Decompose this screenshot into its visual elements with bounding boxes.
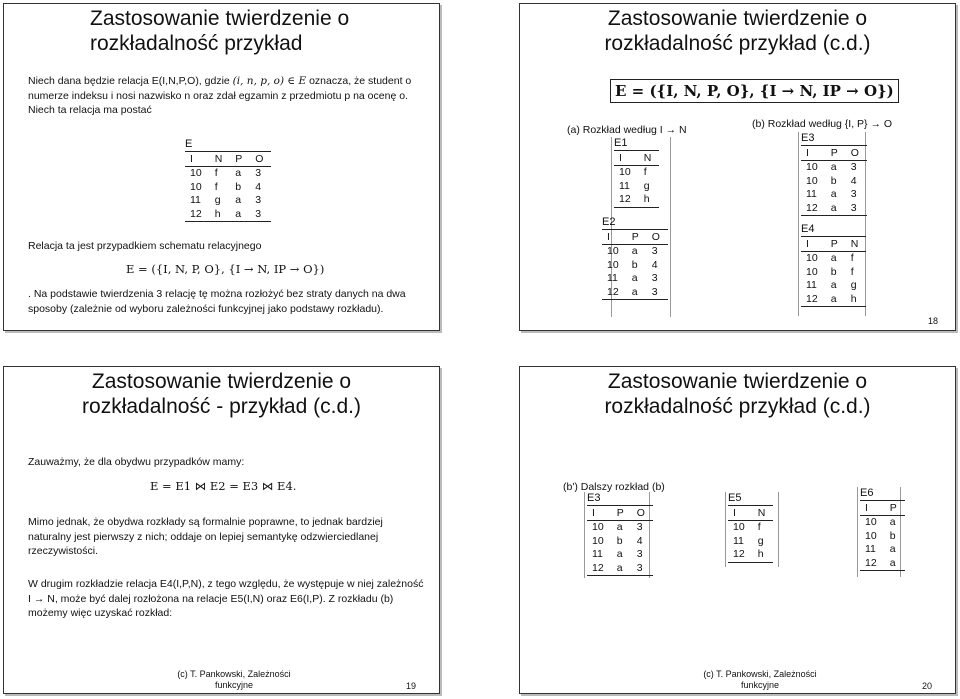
- table-header-row: [860, 501, 905, 516]
- table-cell: f: [214, 167, 218, 179]
- table-cell: 10: [806, 252, 818, 264]
- table-cell: b: [830, 174, 837, 187]
- column-header: O: [647, 230, 668, 245]
- relation-table-E5: [728, 492, 773, 563]
- table-header-row: [587, 506, 653, 521]
- table-cell: a: [830, 188, 837, 200]
- table-row: [801, 266, 866, 280]
- table-name: E6: [860, 487, 874, 499]
- table-cell: a: [830, 279, 837, 291]
- table-cell: f: [850, 265, 854, 278]
- join-formula: E = E1 ⋈ E2 = E3 ⋈ E4.: [150, 479, 297, 493]
- table-row: [801, 175, 867, 189]
- text-decomposition: . Na podstawie twierdzenia 3 relację tę można rozłożyć bez straty danych na dwa sposoby (zależnie od wyboru zależności funkcyjnej jako podstawy rozkładu).: [28, 288, 406, 315]
- column-header: O: [846, 146, 867, 161]
- table-cell: 3: [255, 167, 262, 179]
- table-row: [860, 543, 905, 557]
- table-cell: 12: [614, 193, 639, 207]
- table-cell: h: [846, 293, 867, 307]
- table-cell: b: [830, 265, 837, 278]
- table-name: E5: [728, 492, 742, 504]
- slide-19: [3, 366, 440, 694]
- table-cell: a: [616, 521, 623, 533]
- table-cell: h: [210, 208, 231, 222]
- table-cell: b: [889, 529, 896, 542]
- table-row: [614, 193, 659, 207]
- table-cell: 3: [651, 272, 658, 284]
- column-header: P: [627, 230, 647, 245]
- column-header: I: [801, 146, 826, 161]
- table-cell: 12: [860, 557, 885, 571]
- table-cell: a: [631, 245, 638, 257]
- table-row: [602, 259, 668, 273]
- column-header: I: [860, 501, 885, 516]
- footer: (c) T. Pankowski, Zależności funkcyjne: [177, 669, 291, 690]
- column-header: P: [826, 146, 846, 161]
- slide-18: [519, 3, 956, 331]
- table-cell: 10: [592, 521, 604, 533]
- table-cell: a: [627, 286, 647, 300]
- table-header-row: [602, 230, 668, 245]
- table-cell: 10: [619, 166, 631, 178]
- table-name: E2: [602, 216, 616, 228]
- table-cell: 12: [602, 286, 627, 300]
- column-header: P: [612, 506, 632, 521]
- table-cell: b: [631, 258, 638, 271]
- table-row: [801, 293, 866, 307]
- table-cell: 10: [592, 534, 604, 547]
- table-cell: 3: [255, 194, 262, 206]
- table-cell: b: [235, 180, 242, 193]
- caption-b: (b) Rozkład według {I, P} → O: [752, 118, 893, 130]
- table-header-row: [801, 146, 867, 161]
- table-header-row: [185, 152, 271, 167]
- table-cell: 10: [806, 174, 818, 187]
- caption-a: (a) Rozkład według I → N: [567, 124, 687, 136]
- table-row: [185, 208, 271, 222]
- relation-table-E: [185, 138, 271, 222]
- table-cell: 3: [850, 161, 857, 173]
- table-cell: 10: [865, 516, 877, 528]
- table-cell: 11: [806, 188, 817, 200]
- relation-table-E6: [860, 487, 905, 571]
- schema-formula: E = ({I, N, P, O}, {I → N, IP → O}): [610, 79, 899, 103]
- table-name: E: [185, 138, 193, 150]
- table-row: [602, 272, 668, 286]
- table-name: E1: [614, 137, 628, 149]
- table-row: [587, 562, 653, 576]
- text-observe: Zauważmy, że dla obydwu przypadków mamy:: [28, 456, 245, 468]
- table-cell: a: [235, 167, 242, 179]
- column-header: P: [826, 237, 846, 252]
- table-cell: 10: [607, 258, 619, 271]
- slide-title: Zastosowanie twierdzenie o rozkładalność przykład: [90, 7, 350, 55]
- table-row: [860, 516, 905, 530]
- table-cell: 10: [865, 529, 877, 542]
- table-row: [728, 535, 773, 549]
- table-cell: a: [631, 272, 638, 284]
- table-cell: 4: [651, 258, 658, 271]
- table-cell: h: [753, 548, 774, 562]
- column-header: I: [614, 151, 639, 166]
- slide-20: [519, 366, 956, 694]
- table-cell: 3: [647, 286, 668, 300]
- table-cell: 11: [806, 279, 817, 291]
- table-cell: a: [885, 557, 905, 571]
- column-header: N: [639, 151, 660, 166]
- table-cell: f: [643, 166, 647, 178]
- table-cell: b: [616, 534, 623, 547]
- table-row: [185, 167, 271, 181]
- table-name: E3: [801, 132, 815, 144]
- slide-number: 19: [406, 681, 417, 691]
- table-cell: a: [235, 194, 242, 206]
- table-row: [602, 245, 668, 259]
- table-cell: 11: [592, 548, 603, 560]
- column-header: I: [801, 237, 826, 252]
- table-row: [587, 521, 653, 535]
- column-header: N: [846, 237, 867, 252]
- column-header: I: [602, 230, 627, 245]
- table-cell: h: [639, 193, 660, 207]
- table-row: [587, 548, 653, 562]
- relation-table-E1: [614, 137, 659, 208]
- table-cell: f: [850, 252, 854, 264]
- slide-title: Zastosowanie twierdzenie o rozkładalność przykład (c.d.): [604, 370, 871, 418]
- table-cell: f: [214, 180, 218, 193]
- table-cell: a: [826, 202, 846, 216]
- table-row: [860, 530, 905, 544]
- table-cell: g: [757, 534, 764, 547]
- relation-table-E4: [801, 223, 866, 307]
- table-cell: 3: [636, 521, 643, 533]
- table-row: [801, 161, 867, 175]
- table-cell: 10: [190, 180, 202, 193]
- table-cell: 4: [255, 180, 262, 193]
- table-header-row: [801, 237, 866, 252]
- caption-b-prime: (b') Dalszy rozkład (b): [563, 481, 665, 493]
- column-header: N: [753, 506, 774, 521]
- table-cell: 10: [806, 265, 818, 278]
- table-cell: 3: [250, 208, 271, 222]
- slide-number: 18: [928, 316, 939, 326]
- table-cell: 11: [619, 179, 630, 192]
- text-schema: Relacja ta jest przypadkiem schematu relacyjnego: [28, 240, 262, 252]
- table-cell: g: [643, 179, 650, 192]
- slide-17: [3, 3, 440, 331]
- column-header: P: [885, 501, 905, 516]
- table-name: E4: [801, 223, 815, 235]
- table-cell: a: [830, 252, 837, 264]
- table-cell: 10: [190, 167, 202, 179]
- table-cell: 4: [850, 174, 857, 187]
- table-cell: a: [826, 293, 846, 307]
- table-cell: 3: [632, 562, 653, 576]
- table-cell: 10: [607, 245, 619, 257]
- table-row: [602, 286, 668, 300]
- table-cell: 11: [190, 194, 201, 206]
- table-cell: 3: [850, 188, 857, 200]
- column-header: I: [185, 152, 210, 167]
- table-cell: 12: [801, 202, 826, 216]
- relation-table-E3: [587, 492, 653, 576]
- table-cell: 11: [733, 534, 744, 547]
- table-cell: 3: [636, 548, 643, 560]
- table-cell: 11: [607, 272, 618, 284]
- table-cell: 4: [636, 534, 643, 547]
- schema-formula: E = ({I, N, P, O}, {I → N, IP → O}): [126, 262, 325, 276]
- intro-paragraph: Niech dana będzie relacja E(I,N,P,O), gdzie (i, n, p, o) ∈ E oznacza, że student o numerze indeksu i nosi nazwisko n oraz zdał egzamin z przedmiotu p na ocenę o. Niech ta relacja ma postać: [28, 75, 412, 116]
- footer: (c) T. Pankowski, Zależności funkcyjne: [703, 669, 817, 690]
- table-header-row: [614, 151, 659, 166]
- table-cell: 12: [728, 548, 753, 562]
- table-row: [185, 181, 271, 195]
- table-cell: 11: [865, 543, 876, 555]
- table-cell: a: [889, 516, 896, 528]
- table-cell: 12: [801, 293, 826, 307]
- slide-number: 20: [922, 681, 933, 691]
- column-header: O: [250, 152, 271, 167]
- column-header: N: [210, 152, 231, 167]
- table-row: [860, 557, 905, 571]
- table-row: [587, 535, 653, 549]
- table-row: [801, 188, 867, 202]
- column-header: P: [230, 152, 250, 167]
- table-cell: 12: [185, 208, 210, 222]
- table-cell: a: [830, 161, 837, 173]
- table-cell: a: [889, 543, 896, 555]
- table-row: [801, 202, 867, 216]
- table-cell: 12: [587, 562, 612, 576]
- slide-title: Zastosowanie twierdzenie o rozkładalność przykład (c.d.): [604, 7, 871, 55]
- table-cell: a: [230, 208, 250, 222]
- table-cell: a: [612, 562, 632, 576]
- table-cell: 10: [806, 161, 818, 173]
- table-name: E3: [587, 492, 601, 504]
- table-cell: g: [850, 279, 857, 291]
- column-header: I: [728, 506, 753, 521]
- column-header: O: [632, 506, 653, 521]
- table-cell: f: [757, 521, 761, 533]
- text-further: W drugim rozkładzie relacja E4(I,P,N), z tego względu, że występuje w niej zależność I → N, może być dalej rozłożona na relacje E5(I,N) oraz E6(I,P). Z rozkładu (b) możemy więc uzyskać rozkład:: [28, 578, 424, 619]
- relation-table-E3: [801, 132, 867, 216]
- slide-title: Zastosowanie twierdzenie o rozkładalność - przykład (c.d.): [82, 370, 361, 418]
- table-row: [801, 252, 866, 266]
- table-cell: g: [214, 194, 221, 206]
- text-naturalness: Mimo jednak, że obydwa rozkłady są formalnie poprawne, to jednak bardziej naturalny jest pierwszy z nich; oddaje on lepiej semantykę odzwierciedlanej rzeczywistości.: [28, 516, 383, 557]
- table-cell: 3: [651, 245, 658, 257]
- table-row: [801, 279, 866, 293]
- table-row: [614, 166, 659, 180]
- relation-table-E2: [602, 216, 668, 300]
- table-cell: 3: [846, 202, 867, 216]
- column-header: I: [587, 506, 612, 521]
- table-row: [728, 521, 773, 535]
- table-cell: 10: [733, 521, 745, 533]
- table-row: [185, 194, 271, 208]
- table-cell: a: [616, 548, 623, 560]
- table-row: [728, 548, 773, 562]
- table-header-row: [728, 506, 773, 521]
- table-row: [614, 180, 659, 194]
